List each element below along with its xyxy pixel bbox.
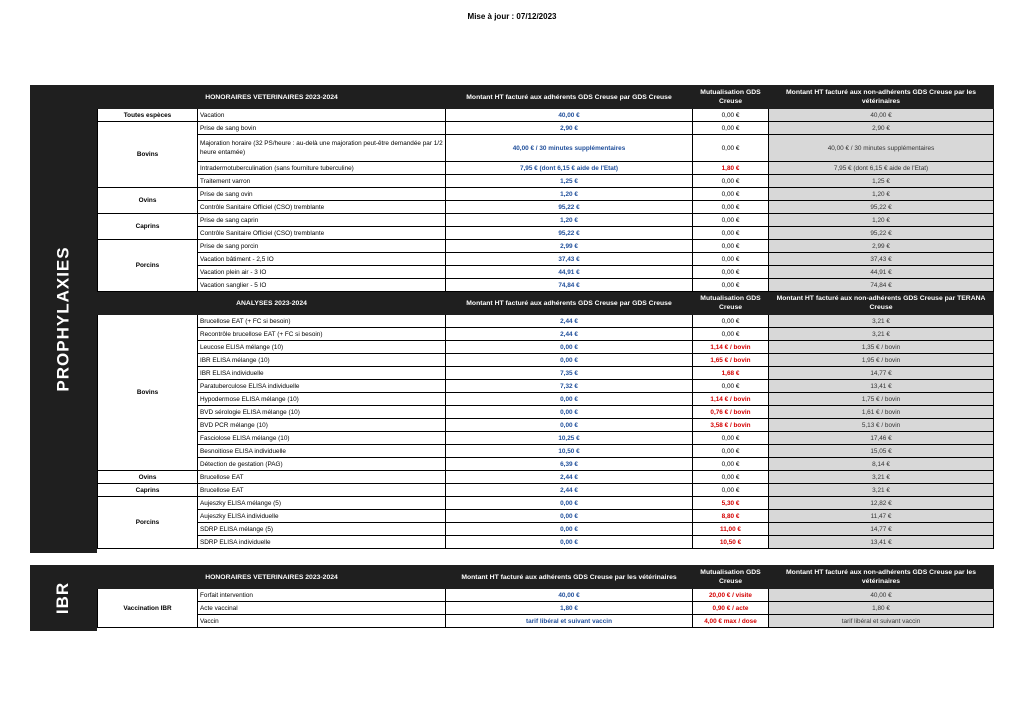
item-label-cell: Majoration horaire (32 PS/heure : au-delà une majoration peut-être demandée par 1/2 heure entamée) bbox=[198, 135, 446, 162]
species-group-cell: Caprins bbox=[98, 484, 198, 497]
member-price-cell: 37,43 € bbox=[446, 253, 693, 266]
non-member-price-cell: 1,20 € bbox=[769, 214, 994, 227]
item-label-cell: Leucose ELISA mélange (10) bbox=[198, 341, 446, 354]
mutualisation-cell: 1,65 € / bovin bbox=[693, 354, 769, 367]
mutualisation-cell: 0,00 € bbox=[693, 458, 769, 471]
mutualisation-cell: 0,00 € bbox=[693, 188, 769, 201]
member-price-cell: 0,00 € bbox=[446, 406, 693, 419]
member-price-cell: 0,00 € bbox=[446, 393, 693, 406]
species-group-cell: Ovins bbox=[98, 188, 198, 214]
mutualisation-cell: 5,30 € bbox=[693, 497, 769, 510]
table-row bbox=[98, 484, 994, 497]
non-member-price-cell: 2,90 € bbox=[769, 122, 994, 135]
mutualisation-cell: 0,00 € bbox=[693, 445, 769, 458]
mutualisation-cell: 0,00 € bbox=[693, 279, 769, 292]
item-label-cell: Aujeszky ELISA mélange (5) bbox=[198, 497, 446, 510]
section-label-prophylaxies: PROPHYLAXIES bbox=[30, 85, 97, 553]
member-price-cell: 0,00 € bbox=[446, 523, 693, 536]
non-member-price-cell: 3,21 € bbox=[769, 484, 994, 497]
non-member-price-cell: 95,22 € bbox=[769, 227, 994, 240]
non-member-price-cell: 44,91 € bbox=[769, 266, 994, 279]
item-label-cell: SDRP ELISA individuelle bbox=[198, 536, 446, 549]
member-price-cell: 2,44 € bbox=[446, 328, 693, 341]
table-row bbox=[98, 419, 994, 432]
item-label-cell: BVD PCR mélange (10) bbox=[198, 419, 446, 432]
non-member-price-cell: 1,95 € / bovin bbox=[769, 354, 994, 367]
header-title: ANALYSES 2023-2024 bbox=[98, 292, 446, 315]
mutualisation-cell: 10,50 € bbox=[693, 536, 769, 549]
item-label-cell: Prise de sang bovin bbox=[198, 122, 446, 135]
species-group-cell: Ovins bbox=[98, 471, 198, 484]
mutualisation-cell: 0,00 € bbox=[693, 484, 769, 497]
mutualisation-cell: 20,00 € / visite bbox=[693, 589, 769, 602]
item-label-cell: Forfait intervention bbox=[198, 589, 446, 602]
header-members-column: Montant HT facturé aux adhérents GDS Creuse par les vétérinaires bbox=[446, 566, 693, 589]
table-row bbox=[98, 188, 994, 201]
member-price-cell: 10,25 € bbox=[446, 432, 693, 445]
non-member-price-cell: 40,00 € bbox=[769, 109, 994, 122]
species-group-cell: Vaccination IBR bbox=[98, 589, 198, 628]
table-row bbox=[98, 471, 994, 484]
table-row bbox=[98, 162, 994, 175]
item-label-cell: Contrôle Sanitaire Officiel (CSO) tremblante bbox=[198, 227, 446, 240]
species-group-cell: Caprins bbox=[98, 214, 198, 240]
mutualisation-cell: 1,14 € / bovin bbox=[693, 393, 769, 406]
table-row bbox=[98, 341, 994, 354]
mutualisation-cell: 0,00 € bbox=[693, 432, 769, 445]
table-row bbox=[98, 445, 994, 458]
member-price-cell: 0,00 € bbox=[446, 419, 693, 432]
mutualisation-cell: 0,00 € bbox=[693, 253, 769, 266]
table-row bbox=[98, 497, 994, 510]
item-label-cell: Traitement varron bbox=[198, 175, 446, 188]
mutualisation-cell: 3,58 € / bovin bbox=[693, 419, 769, 432]
mutualisation-cell: 0,00 € bbox=[693, 214, 769, 227]
member-price-cell: 40,00 € bbox=[446, 109, 693, 122]
table-row bbox=[98, 458, 994, 471]
non-member-price-cell: 74,84 € bbox=[769, 279, 994, 292]
item-label-cell: Prise de sang porcin bbox=[198, 240, 446, 253]
table-row bbox=[98, 536, 994, 549]
table-row bbox=[98, 393, 994, 406]
table-row bbox=[98, 201, 994, 214]
member-price-cell: 7,35 € bbox=[446, 367, 693, 380]
table-row bbox=[98, 328, 994, 341]
non-member-price-cell: 1,61 € / bovin bbox=[769, 406, 994, 419]
header-mutualisation-column: Mutualisation GDS Creuse bbox=[693, 566, 769, 589]
item-label-cell: Vacation bbox=[198, 109, 446, 122]
mutualisation-cell: 11,00 € bbox=[693, 523, 769, 536]
header-non-members-column: Montant HT facturé aux non-adhérents GDS Creuse par les vétérinaires bbox=[769, 566, 994, 589]
member-price-cell: 44,91 € bbox=[446, 266, 693, 279]
species-group-cell: Toutes espèces bbox=[98, 109, 198, 122]
item-label-cell: Vacation sanglier - 5 IO bbox=[198, 279, 446, 292]
table-row bbox=[98, 432, 994, 445]
table-row bbox=[98, 523, 994, 536]
non-member-price-cell: tarif libéral et suivant vaccin bbox=[769, 615, 994, 628]
item-label-cell: Prise de sang ovin bbox=[198, 188, 446, 201]
species-group-cell: Bovins bbox=[98, 122, 198, 188]
update-date: Mise à jour : 07/12/2023 bbox=[467, 12, 557, 21]
item-label-cell: Acte vaccinal bbox=[198, 602, 446, 615]
member-price-cell: 1,25 € bbox=[446, 175, 693, 188]
member-price-cell: 0,00 € bbox=[446, 510, 693, 523]
member-price-cell: 1,20 € bbox=[446, 214, 693, 227]
header-non-members-column: Montant HT facturé aux non-adhérents GDS Creuse par TERANA Creuse bbox=[769, 292, 994, 315]
member-price-cell: 7,95 € (dont 6,15 € aide de l'Etat) bbox=[446, 162, 693, 175]
table-row bbox=[98, 175, 994, 188]
mutualisation-cell: 0,90 € / acte bbox=[693, 602, 769, 615]
item-label-cell: Brucellose EAT (+ FC si besoin) bbox=[198, 315, 446, 328]
mutualisation-cell: 1,80 € bbox=[693, 162, 769, 175]
member-price-cell: 74,84 € bbox=[446, 279, 693, 292]
non-member-price-cell: 3,21 € bbox=[769, 315, 994, 328]
mutualisation-cell: 0,00 € bbox=[693, 201, 769, 214]
member-price-cell: 0,00 € bbox=[446, 536, 693, 549]
mutualisation-cell: 0,00 € bbox=[693, 266, 769, 279]
table-row bbox=[98, 315, 994, 328]
non-member-price-cell: 3,21 € bbox=[769, 328, 994, 341]
mutualisation-cell: 0,00 € bbox=[693, 122, 769, 135]
mutualisation-cell: 0,00 € bbox=[693, 328, 769, 341]
member-price-cell: 0,00 € bbox=[446, 354, 693, 367]
non-member-price-cell: 15,05 € bbox=[769, 445, 994, 458]
mutualisation-cell: 0,00 € bbox=[693, 135, 769, 162]
table-row bbox=[98, 227, 994, 240]
non-member-price-cell: 13,41 € bbox=[769, 380, 994, 393]
non-member-price-cell: 12,82 € bbox=[769, 497, 994, 510]
table-row bbox=[98, 253, 994, 266]
table-row bbox=[98, 266, 994, 279]
table-row bbox=[98, 240, 994, 253]
non-member-price-cell: 1,25 € bbox=[769, 175, 994, 188]
species-group-cell: Porcins bbox=[98, 497, 198, 549]
item-label-cell: Besnoitiose ELISA individuelle bbox=[198, 445, 446, 458]
item-label-cell: IBR ELISA mélange (10) bbox=[198, 354, 446, 367]
member-price-cell: tarif libéral et suivant vaccin bbox=[446, 615, 693, 628]
member-price-cell: 2,99 € bbox=[446, 240, 693, 253]
table-header-row bbox=[98, 566, 994, 589]
item-label-cell: Aujeszky ELISA individuelle bbox=[198, 510, 446, 523]
member-price-cell: 1,80 € bbox=[446, 602, 693, 615]
species-group-cell: Porcins bbox=[98, 240, 198, 292]
mutualisation-cell: 0,00 € bbox=[693, 380, 769, 393]
header-non-members-column: Montant HT facturé aux non-adhérents GDS Creuse par les vétérinaires bbox=[769, 86, 994, 109]
mutualisation-cell: 4,00 € max / dose bbox=[693, 615, 769, 628]
non-member-price-cell: 95,22 € bbox=[769, 201, 994, 214]
table-header-row bbox=[98, 86, 994, 109]
non-member-price-cell: 5,13 € / bovin bbox=[769, 419, 994, 432]
non-member-price-cell: 1,75 € / bovin bbox=[769, 393, 994, 406]
item-label-cell: Contrôle Sanitaire Officiel (CSO) tremblante bbox=[198, 201, 446, 214]
header-title: HONORAIRES VETERINAIRES 2023-2024 bbox=[98, 86, 446, 109]
non-member-price-cell: 37,43 € bbox=[769, 253, 994, 266]
header-mutualisation-column: Mutualisation GDS Creuse bbox=[693, 86, 769, 109]
mutualisation-cell: 1,68 € bbox=[693, 367, 769, 380]
table-row bbox=[98, 406, 994, 419]
member-price-cell: 40,00 € bbox=[446, 589, 693, 602]
mutualisation-cell: 0,00 € bbox=[693, 471, 769, 484]
mutualisation-cell: 1,14 € / bovin bbox=[693, 341, 769, 354]
member-price-cell: 95,22 € bbox=[446, 201, 693, 214]
item-label-cell: Détection de gestation (PAG) bbox=[198, 458, 446, 471]
non-member-price-cell: 7,95 € (dont 6,15 € aide de l'Etat) bbox=[769, 162, 994, 175]
member-price-cell: 2,90 € bbox=[446, 122, 693, 135]
non-member-price-cell: 2,99 € bbox=[769, 240, 994, 253]
member-price-cell: 7,32 € bbox=[446, 380, 693, 393]
mutualisation-cell: 0,00 € bbox=[693, 227, 769, 240]
member-price-cell: 0,00 € bbox=[446, 341, 693, 354]
mutualisation-cell: 8,80 € bbox=[693, 510, 769, 523]
item-label-cell: Paratuberculose ELISA individuelle bbox=[198, 380, 446, 393]
table-row bbox=[98, 279, 994, 292]
member-price-cell: 95,22 € bbox=[446, 227, 693, 240]
item-label-cell: Vacation plein air - 3 IO bbox=[198, 266, 446, 279]
non-member-price-cell: 1,20 € bbox=[769, 188, 994, 201]
mutualisation-cell: 0,00 € bbox=[693, 240, 769, 253]
header-members-column: Montant HT facturé aux adhérents GDS Creuse par GDS Creuse bbox=[446, 86, 693, 109]
item-label-cell: IBR ELISA individuelle bbox=[198, 367, 446, 380]
item-label-cell: Fasciolose ELISA mélange (10) bbox=[198, 432, 446, 445]
member-price-cell: 2,44 € bbox=[446, 471, 693, 484]
non-member-price-cell: 3,21 € bbox=[769, 471, 994, 484]
non-member-price-cell: 1,35 € / bovin bbox=[769, 341, 994, 354]
table-row bbox=[98, 109, 994, 122]
item-label-cell: BVD sérologie ELISA mélange (10) bbox=[198, 406, 446, 419]
header-title: HONORAIRES VETERINAIRES 2023-2024 bbox=[98, 566, 446, 589]
item-label-cell: SDRP ELISA mélange (5) bbox=[198, 523, 446, 536]
non-member-price-cell: 14,77 € bbox=[769, 523, 994, 536]
table-row bbox=[98, 602, 994, 615]
non-member-price-cell: 14,77 € bbox=[769, 367, 994, 380]
member-price-cell: 40,00 € / 30 minutes supplémentaires bbox=[446, 135, 693, 162]
mutualisation-cell: 0,76 € / bovin bbox=[693, 406, 769, 419]
item-label-cell: Brucellose EAT bbox=[198, 484, 446, 497]
non-member-price-cell: 13,41 € bbox=[769, 536, 994, 549]
member-price-cell: 10,50 € bbox=[446, 445, 693, 458]
member-price-cell: 0,00 € bbox=[446, 497, 693, 510]
section-label-ibr: IBR bbox=[30, 565, 97, 631]
table-header-row bbox=[98, 292, 994, 315]
non-member-price-cell: 11,47 € bbox=[769, 510, 994, 523]
non-member-price-cell: 40,00 € / 30 minutes supplémentaires bbox=[769, 135, 994, 162]
prophylaxies-table bbox=[97, 85, 994, 549]
item-label-cell: Prise de sang caprin bbox=[198, 214, 446, 227]
member-price-cell: 2,44 € bbox=[446, 484, 693, 497]
non-member-price-cell: 1,80 € bbox=[769, 602, 994, 615]
table-row bbox=[98, 214, 994, 227]
header-mutualisation-column: Mutualisation GDS Creuse bbox=[693, 292, 769, 315]
ibr-table bbox=[97, 565, 994, 628]
table-row bbox=[98, 367, 994, 380]
table-row bbox=[98, 510, 994, 523]
member-price-cell: 2,44 € bbox=[446, 315, 693, 328]
table-row bbox=[98, 615, 994, 628]
table-row bbox=[98, 354, 994, 367]
item-label-cell: Intradermotuberculination (sans fourniture tuberculine) bbox=[198, 162, 446, 175]
table-row bbox=[98, 135, 994, 162]
member-price-cell: 6,39 € bbox=[446, 458, 693, 471]
non-member-price-cell: 8,14 € bbox=[769, 458, 994, 471]
mutualisation-cell: 0,00 € bbox=[693, 175, 769, 188]
item-label-cell: Vaccin bbox=[198, 615, 446, 628]
table-row bbox=[98, 122, 994, 135]
species-group-cell: Bovins bbox=[98, 315, 198, 471]
item-label-cell: Brucellose EAT bbox=[198, 471, 446, 484]
table-row bbox=[98, 589, 994, 602]
member-price-cell: 1,20 € bbox=[446, 188, 693, 201]
header-members-column: Montant HT facturé aux adhérents GDS Creuse par GDS Creuse bbox=[446, 292, 693, 315]
non-member-price-cell: 40,00 € bbox=[769, 589, 994, 602]
table-row bbox=[98, 380, 994, 393]
item-label-cell: Recontrôle brucellose EAT (+ FC si besoin) bbox=[198, 328, 446, 341]
item-label-cell: Hypodermose ELISA mélange (10) bbox=[198, 393, 446, 406]
non-member-price-cell: 17,46 € bbox=[769, 432, 994, 445]
item-label-cell: Vacation bâtiment - 2,5 IO bbox=[198, 253, 446, 266]
mutualisation-cell: 0,00 € bbox=[693, 315, 769, 328]
mutualisation-cell: 0,00 € bbox=[693, 109, 769, 122]
